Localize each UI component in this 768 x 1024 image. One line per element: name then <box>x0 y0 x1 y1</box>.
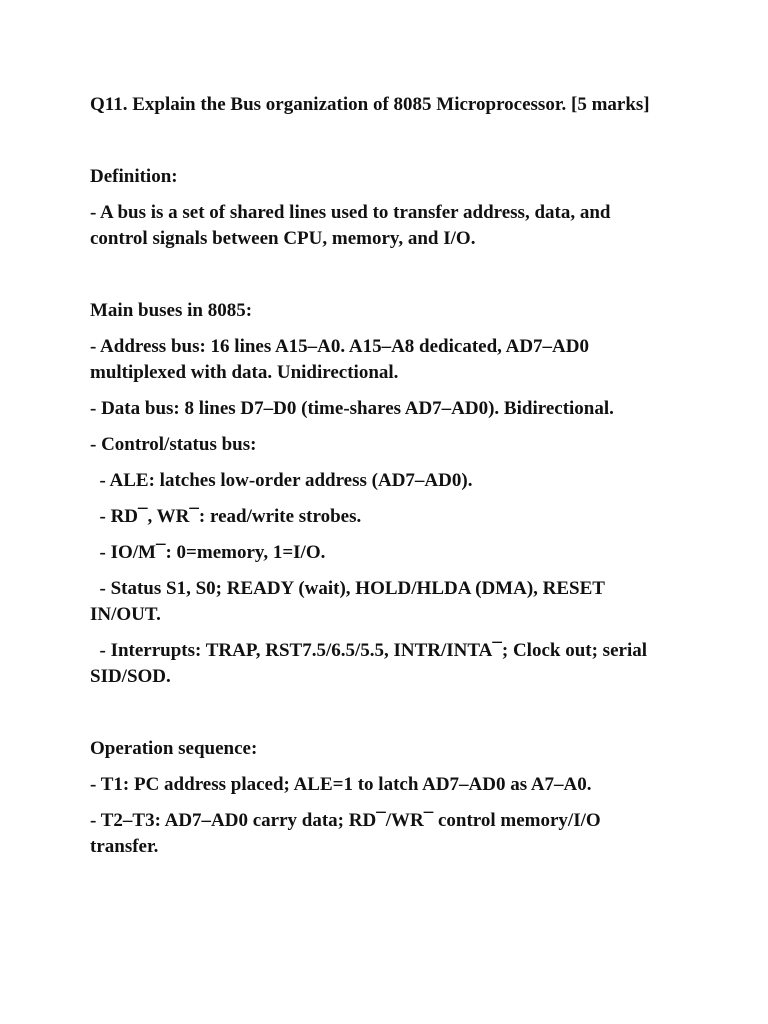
document-page <box>90 92 670 870</box>
t2-t3-step: - T2–T3: AD7–AD0 carry data; RD¯/WR¯ control memory/I/O transfer. <box>90 810 601 857</box>
control-item-interrupts: - Interrupts: TRAP, RST7.5/6.5/5.5, INTR/INTA¯; Clock out; serial SID/SOD. <box>90 640 652 687</box>
operation-sequence-heading: Operation sequence: <box>90 738 258 759</box>
main-buses-heading: Main buses in 8085: <box>90 300 253 321</box>
control-item-rd-wr: - RD¯, WR¯: read/write strobes. <box>90 506 362 527</box>
control-item-io-m: - IO/M¯: 0=memory, 1=I/O. <box>90 542 326 563</box>
control-item-ale: - ALE: latches low-order address (AD7–AD0). <box>90 470 473 491</box>
control-item-status: - Status S1, S0; READY (wait), HOLD/HLDA (DMA), RESET IN/OUT. <box>90 578 610 625</box>
spacer <box>90 262 670 298</box>
data-bus-item: - Data bus: 8 lines D7–D0 (time-shares AD7–AD0). Bidirectional. <box>90 398 614 419</box>
t1-step: - T1: PC address placed; ALE=1 to latch AD7–AD0 as A7–A0. <box>90 774 592 795</box>
question-title: Q11. Explain the Bus organization of 8085 Microprocessor. [5 marks] <box>90 94 650 115</box>
spacer <box>90 700 670 736</box>
control-bus-item: - Control/status bus: <box>90 434 257 455</box>
address-bus-item: - Address bus: 16 lines A15–A0. A15–A8 dedicated, AD7–AD0 multiplexed with data. Unidirectional. <box>90 336 589 383</box>
spacer <box>90 128 670 164</box>
definition-text: - A bus is a set of shared lines used to transfer address, data, and control signals between CPU, memory, and I/O. <box>90 202 611 249</box>
definition-heading: Definition: <box>90 166 178 187</box>
